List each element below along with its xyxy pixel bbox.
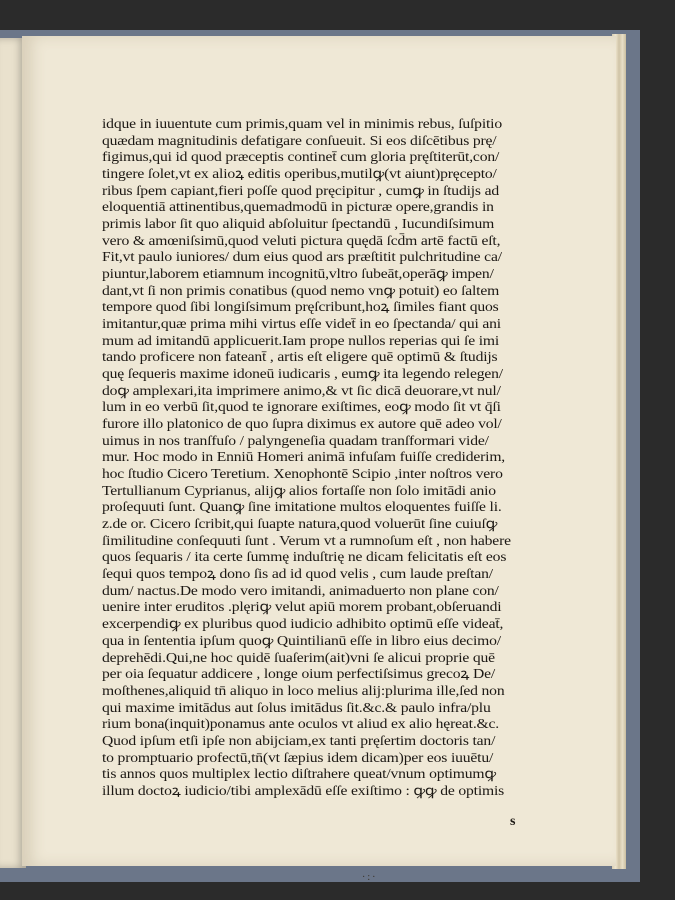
signature-mark: s bbox=[510, 814, 516, 829]
text-line: furore illo platonico de quo ſupra diximus ex autore quē adeo vol/ bbox=[102, 416, 502, 432]
text-line: deprehēdi.Qui,ne hoc quidē ſuaſerim(ait)vni ſe alicui proprie quē bbox=[102, 649, 495, 665]
text-line: ſequi quos tempoꝝ dono ſis ad id quod velis , cum laude preſtan/ bbox=[102, 566, 493, 582]
text-line: qui maxime imitādus aut ſolus imitādus ſit.&c.& paulo infra/plu bbox=[102, 699, 491, 715]
text-line: figimus,qui id quod præceptis continet̄ cum gloria pręſtiterūt,con/ bbox=[102, 149, 500, 165]
text-line: per oia ſequatur addicere , longe oium perfectiſsimus grecoꝝ De/ bbox=[102, 666, 496, 682]
text-line: eloquentiā attinentibus,quemadmodū in picturæ opere,grandis in bbox=[102, 199, 494, 215]
text-line: proſequuti ſunt. Quanꝙ ſine imitatione multos eloquentes fuiſſe li. bbox=[102, 499, 502, 515]
text-line: ribus ſpem capiant,fieri poſſe quod pręcipitur , cumꝙ in ſtudijs ad bbox=[102, 182, 500, 198]
text-line: rium bona(inquit)ponamus ante oculos vt aliud ex alio hęreat.&c. bbox=[102, 716, 500, 732]
ornament-marks: ·:· bbox=[362, 872, 378, 883]
text-line: hoc ſtudio Cicero Teretium. Xenophontē Scipio ,inter noſtros vero bbox=[102, 466, 503, 482]
text-line: tingere ſolet,vt ex alioꝝ editis operibus,mutilꝙ(vt aiunt)pręcepto/ bbox=[102, 166, 497, 182]
text-line: dum/ nactus.De modo vero imitandi, animaduerto non plane con/ bbox=[102, 582, 499, 598]
text-line: imitantur,quæ prima mihi virtus eſſe videt̄ in eo ſpectanda/ qui ani bbox=[102, 316, 501, 332]
text-line: doꝙ amplexari,ita imprimere animo,& vt ſic dicā deuorare,vt nul/ bbox=[102, 382, 501, 398]
text-line: vero & amœniſsimū,quod veluti pictura quędā ſcd̄m artē factū eſt, bbox=[102, 232, 501, 248]
text-line: Quod ipſum etſi ipſe non abijciam,ex tanti pręſertim doctoris tan/ bbox=[102, 732, 496, 748]
text-line: Tertullianum Cyprianus, alijꝙ alios fortaſſe non ſolo imitādi anio bbox=[102, 482, 496, 498]
text-line: quę ſequeris maxime idoneū iudicaris , eumꝙ ita legendo relegen/ bbox=[102, 366, 503, 382]
text-line: z.de or. Cicero ſcribit,qui ſuapte natura,quod voluerūt ſine cuiuſꝙ bbox=[102, 516, 498, 532]
text-line: qua in ſententia ipſum quoꝙ Quintilianū eſſe in libro eius decimo/ bbox=[102, 632, 501, 648]
text-line: piuntur,laborem etiamnum incognitū,vltro ſubeāt,operāꝙ impen/ bbox=[102, 266, 494, 282]
text-line: moſthenes,aliquid tn̄ aliquo in loco melius alij:plurima ille,ſed non bbox=[102, 682, 505, 698]
text-line: mum ad imitandū applicuerit.Iam prope nullos reperias qui ſe imi bbox=[102, 332, 500, 348]
text-line: idque in iuuentute cum primis,quam vel in minimis rebus, ſuſpitio bbox=[102, 116, 502, 131]
text-line: to promptuario profectū,tn̄(vt ſæpius idem dicam)per eos iuuētu/ bbox=[102, 749, 494, 765]
text-line: uimus in nos tranſfuſo / palyngeneſia quadam tranſformari vide/ bbox=[102, 432, 489, 448]
text-line: mur. Hoc modo in Enniū Homeri animā infuſam fuiſſe crediderim, bbox=[102, 449, 506, 465]
text-line: tempore quod ſibi longiſsimum pręſcribunt,hoꝝ ſimiles fiant quos bbox=[102, 299, 499, 315]
text-line: dant,vt ſi non primis conatibus (quod nemo vnꝙ potuit) eo ſaltem bbox=[102, 282, 500, 298]
text-line: quædam magnitudinis defatigare conſueuit. Si eos diſcētibus prę/ bbox=[102, 132, 497, 148]
text-line: quos ſequaris / ita certe ſummę induſtrię ne dicam felicitatis eſt eos bbox=[102, 549, 507, 565]
text-line: ſimilitudine conſequuti ſunt . Verum vt a rumnoſum eſt , non habere bbox=[102, 532, 511, 548]
text-line: illum doctoꝝ iudicio/tibi amplexādū eſſe exiſtimo : ꝙꝙ de optimis bbox=[102, 782, 505, 798]
text-line: primis labor ſit quo aliquid abſoluitur ſpectandū , Iucundiſsimum bbox=[102, 216, 495, 232]
text-line: tis annos quos multiplex lectio diſtrahere queat/vnum optimumꝙ bbox=[102, 766, 496, 782]
text-line: tando proficere non fateant̄ , artis eſt eligere quē optimū & ſtudijs bbox=[102, 349, 498, 365]
text-line: uenire inter eruditos .plęriꝙ velut apiū morem probant,obſeruandi bbox=[102, 599, 502, 615]
book-page bbox=[22, 36, 616, 883]
text-line: lum in eo verbū ſit,quod te ignorare exiſtimes, eoꝙ modo ſit vt q̄ſi bbox=[102, 399, 501, 415]
text-line: excerpendiꝙ ex pluribus quod iudicio adhibito optimū eſſe videat̄, bbox=[102, 616, 504, 632]
body-text bbox=[102, 116, 522, 800]
text-line: Fit,vt paulo iuniores/ dum eius quod ars præſtitit pulchritudine ca/ bbox=[102, 249, 502, 265]
